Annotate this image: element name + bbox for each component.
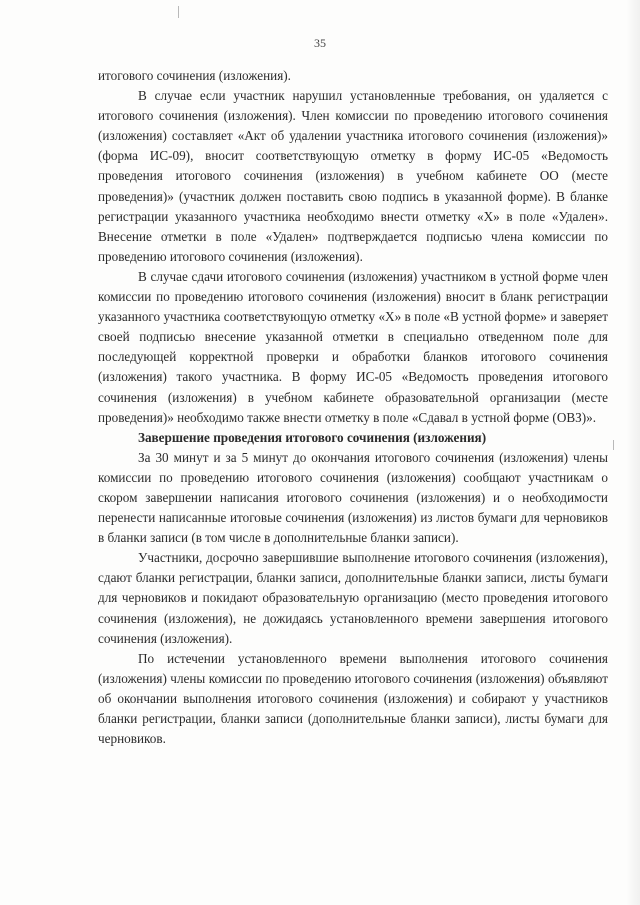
paragraph-time-warning: За 30 минут и за 5 минут до окончания итогового сочинения (изложения) члены комиссии по проведению итогового сочинения (изложения) сообщают участникам о скором завершении написания итогового сочинения (изложения) и о необходимости перенести написанные итоговые сочинения (изложения) из листов бумаги для черновиков в бланки записи (в том числе в дополнительные бланки записи). <box>98 449 608 546</box>
document-body <box>98 66 608 749</box>
page-number: 35 <box>314 36 326 50</box>
paragraph-time-expired: По истечении установленного времени выполнения итогового сочинения (изложения) члены комиссии по проведению итогового сочинения (изложения) объявляют об окончании выполнения итогового сочинения (изложения) и собирают у участников бланки регистрации, бланки записи (дополнительные бланки записи), листы бумаги для черновиков. <box>98 650 608 747</box>
scan-shadow <box>626 0 640 905</box>
section-heading: Завершение проведения итогового сочинения (изложения) <box>138 429 487 445</box>
paragraph-participant-removal: В случае если участник нарушил установленные требования, он удаляется с итогового сочинения (изложения). Член комиссии по проведению итогового сочинения (изложения) составляет «Акт об удалении участника итогового сочинения (изложения)» (форма ИС-09), вносит соответствующую отметку в форму ИС-05 «Ведомость проведения итогового сочинения (изложения) в учебном кабинете ОО (месте проведения)» (участник должен поставить свою подпись в указанной форме). В бланке регистрации указанного участника необходимо внести отметку «X» в поле «Удален». Внесение отметки в поле «Удален» подтверждается подписью члена комиссии по проведению итогового сочинения (изложения). <box>98 88 608 264</box>
paragraph-early-finish: Участники, досрочно завершившие выполнение итогового сочинения (изложения), сдают бланки регистрации, бланки записи, дополнительные бланки записи, листы бумаги для черновиков и покидают образовательную организацию (место проведения итогового сочинения (изложения), не дожидаясь установленного времени завершения итогового сочинения (изложения). <box>98 550 608 646</box>
scan-artifact <box>178 6 179 18</box>
scan-artifact <box>613 440 614 450</box>
paragraph-oral-form: В случае сдачи итогового сочинения (изложения) участником в устной форме член комиссии по проведению итогового сочинения (изложения) вносит в бланк регистрации указанного участника соответствующую отметку «X» в поле «В устной форме» и заверяет своей подписью внесение указанной отметки в специально отведенном поле для последующей корректной проверки и обработки бланков итогового сочинения (изложения) такого участника. В форму ИС-05 «Ведомость проведения итогового сочинения (изложения) в учебном кабинете образовательной организации (месте проведения)» необходимо также внести отметку в поле «Сдавал в устной форме (ОВЗ)». <box>98 268 608 425</box>
paragraph-continuation: итогового сочинения (изложения). <box>98 68 291 83</box>
